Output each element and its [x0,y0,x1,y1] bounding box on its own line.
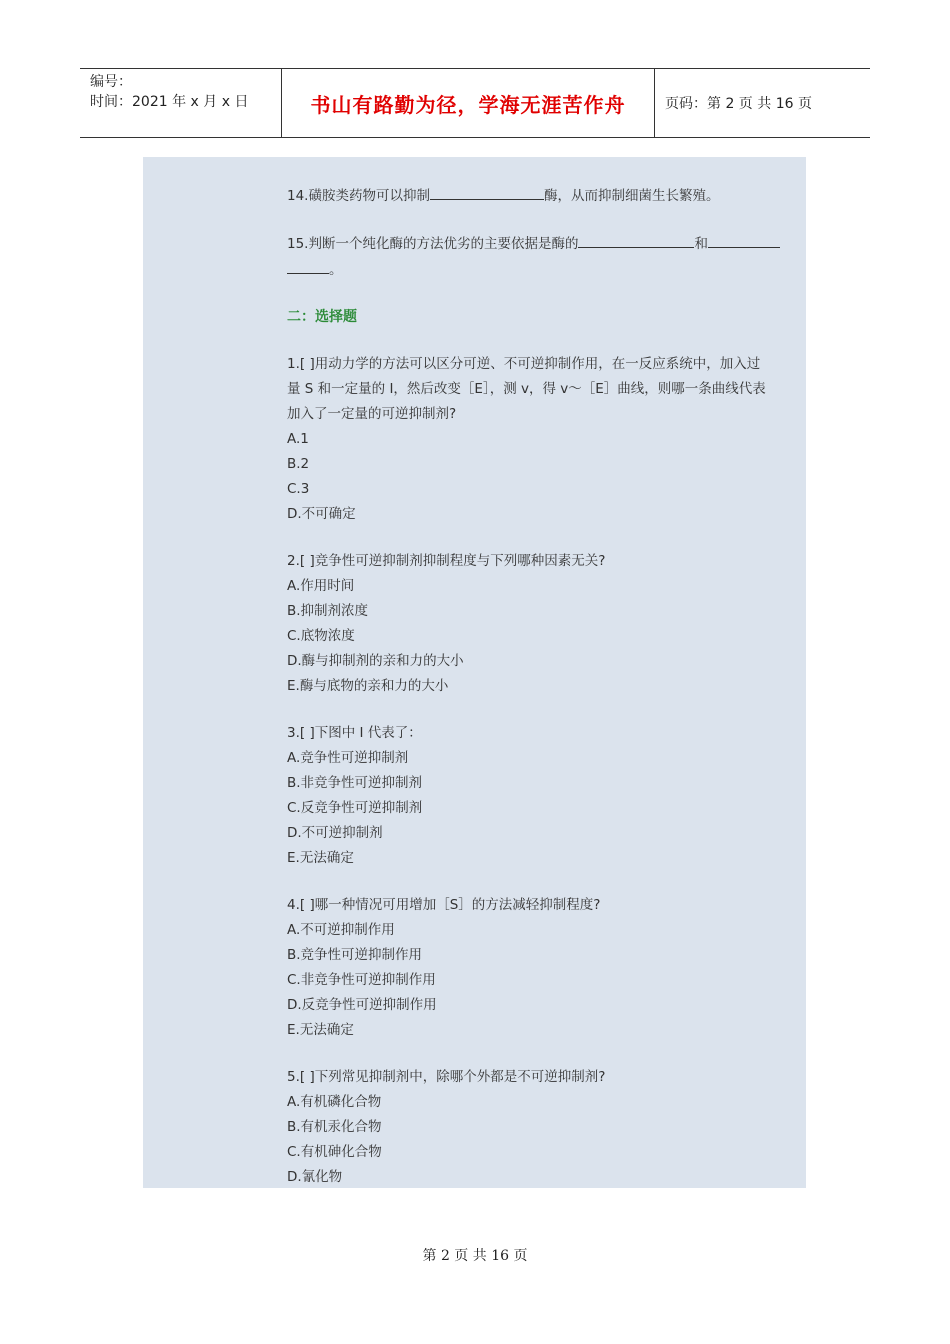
page-header [80,68,870,138]
q15-blank-1[interactable] [578,231,694,248]
q15-mid: 和 [694,236,708,252]
header-motto-cell [281,69,655,137]
answer-option[interactable]: D.不可逆抑制剂 [287,825,383,841]
question-stem: 加入了一定量的可逆抑制剂? [287,406,457,422]
answer-option[interactable]: E.酶与底物的亲和力的大小 [287,678,449,694]
answer-option[interactable]: C.非竞争性可逆抑制作用 [287,972,436,988]
question-stem: 4.[ ]哪一种情况可用增加［S］的方法减轻抑制程度? [287,897,601,913]
answer-option[interactable]: A.1 [287,431,309,447]
q14-prefix: 14.磺胺类药物可以抑制 [287,188,430,204]
q15-blank-2-cont[interactable] [287,257,329,274]
section-title: 二：选择题 [287,309,357,325]
answer-option[interactable]: E.无法确定 [287,850,354,866]
q14-blank[interactable] [430,183,544,200]
answer-option[interactable]: D.反竞争性可逆抑制作用 [287,997,437,1013]
question-stem: 5.[ ]下列常见抑制剂中，除哪个外都是不可逆抑制剂? [287,1069,606,1085]
answer-option[interactable]: B.抑制剂浓度 [287,603,369,619]
answer-option[interactable]: D.酶与抑制剂的亲和力的大小 [287,653,464,669]
q15-suffix: 。 [329,262,343,278]
motto: 书山有路勤为径，学海无涯苦作舟 [310,92,626,117]
number-label: 编号： [90,74,132,90]
fill-question-14 [287,183,799,209]
answer-option[interactable]: B.有机汞化合物 [287,1119,382,1135]
answer-option[interactable]: B.竞争性可逆抑制作用 [287,947,423,963]
answer-option[interactable]: C.反竞争性可逆抑制剂 [287,800,423,816]
q15-prefix: 15.判断一个纯化酶的方法优劣的主要依据是酶的 [287,236,579,252]
question-stem: 2.[ ]竞争性可逆抑制剂抑制程度与下列哪种因素无关? [287,553,606,569]
answer-option[interactable]: D.氰化物 [287,1169,343,1185]
answer-option[interactable]: A.竞争性可逆抑制剂 [287,750,409,766]
answer-option[interactable]: C.3 [287,481,310,497]
q15-blank-2[interactable] [708,231,780,248]
choice-questions [287,352,799,1190]
question-content [287,183,799,1212]
answer-option[interactable]: A.作用时间 [287,578,355,594]
question-stem: 1.[ ]用动力学的方法可以区分可逆、不可逆抑制作用，在一反应系统中，加入过 [287,356,761,372]
answer-option[interactable]: E.无法确定 [287,1022,354,1038]
answer-option[interactable]: B.非竞争性可逆抑制剂 [287,775,423,791]
question-stem: 量 S 和一定量的 I，然后改变［E］，测 v，得 v～［E］曲线，则哪一条曲线代表 [287,381,766,397]
q14-suffix: 酶，从而抑制细菌生长繁殖。 [543,188,720,204]
answer-option[interactable]: A.有机磷化合物 [287,1094,382,1110]
answer-option[interactable]: C.有机砷化合物 [287,1144,382,1160]
page-footer: 第 2 页 共 16 页 [422,1248,528,1264]
date-label: 时间：2021 年 x 月 x 日 [90,94,249,110]
answer-option[interactable]: A.不可逆抑制作用 [287,922,395,938]
choice-question-5 [287,1065,799,1190]
page-info: 页码：第 2 页 共 16 页 [665,96,812,112]
answer-option[interactable]: C.底物浓度 [287,628,355,644]
fill-question-15 [287,231,799,283]
choice-question-2 [287,549,799,699]
choice-question-4 [287,893,799,1043]
answer-option[interactable]: B.2 [287,456,310,472]
question-stem: 3.[ ]下图中 I 代表了： [287,725,422,741]
answer-option[interactable]: D.不可确定 [287,506,356,522]
header-meta [80,69,281,137]
header-page-info [655,69,870,137]
choice-question-3 [287,721,799,871]
choice-question-1 [287,352,799,527]
